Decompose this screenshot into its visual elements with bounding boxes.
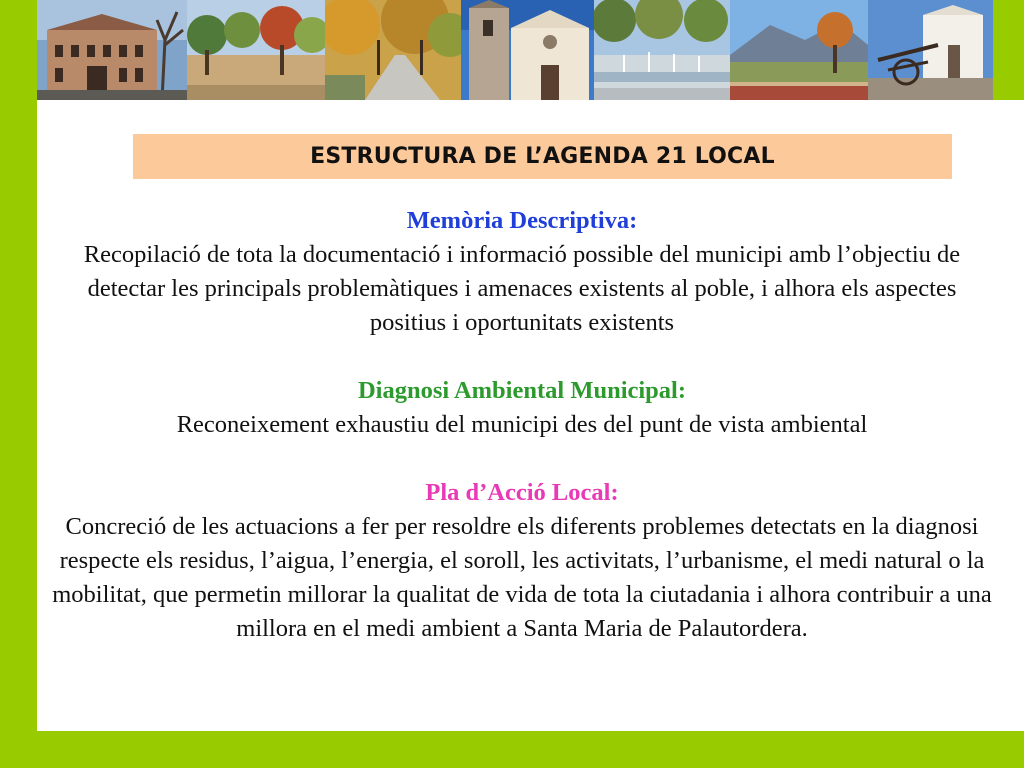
slide-title: ESTRUCTURA DE L’AGENDA 21 LOCAL	[310, 144, 775, 169]
section-memoria-descriptiva	[50, 204, 994, 340]
section-pla-accio-local	[50, 476, 994, 646]
section-body: Concreció de les actuacions a fer per resoldre els diferents problemes detectats en la diagnosi respecte els residus, l’aigua, l’energia, el soroll, les activitats, l’urbanisme, el medi natural o la mobilitat, que permetin millorar la qualitat de vida de tota la ciutadania i alhora contribuir a una millora en el medi ambient a Santa Maria de Palautordera.	[52, 513, 992, 642]
photo-church-tower	[461, 0, 594, 100]
section-heading: Memòria Descriptiva:	[406, 207, 638, 234]
slide-content	[50, 204, 994, 680]
section-heading: Diagnosi Ambiental Municipal:	[357, 377, 687, 404]
section-heading: Pla d’Acció Local:	[425, 479, 619, 506]
photo-autumn-avenue	[325, 0, 461, 100]
photo-park-trees	[187, 0, 325, 100]
photo-mountain-park	[730, 0, 868, 100]
section-diagnosi-ambiental	[50, 374, 994, 442]
section-body: Reconeixement exhaustiu del municipi des del punt de vista ambiental	[176, 411, 868, 438]
green-frame-left	[0, 0, 37, 768]
photo-white-church-cart	[868, 0, 993, 100]
section-body: Recopilació de tota la documentació i informació possible del municipi amb l’objectiu de detectar les principals problemàtiques i amenaces existents al poble, i alhora els aspectes positius i oportunitats existents	[83, 241, 961, 336]
photo-town-hall	[37, 0, 187, 100]
title-banner	[133, 134, 952, 179]
photo-banner	[37, 0, 993, 100]
green-frame-top-right	[993, 0, 1024, 100]
green-frame-bottom	[0, 731, 1024, 768]
photo-fountain-plaza	[594, 0, 730, 100]
